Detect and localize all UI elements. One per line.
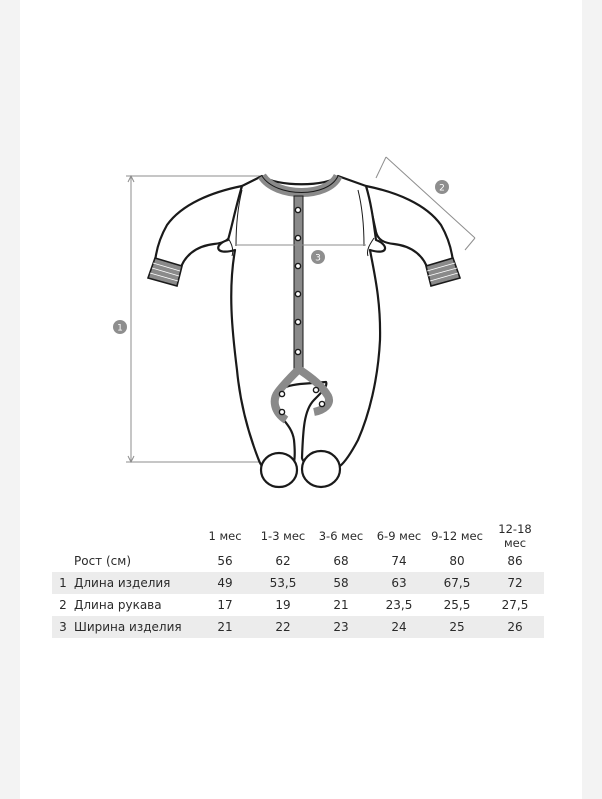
marker-1: [113, 320, 127, 334]
table-cell: 22: [254, 616, 312, 638]
table-cell: 25: [428, 616, 486, 638]
column-header: 1 мес: [208, 529, 242, 543]
table-cell: 21: [196, 616, 254, 638]
table-cell: 58: [312, 572, 370, 594]
column-header: 3-6 мес: [318, 529, 364, 543]
table-cell: 49: [196, 572, 254, 594]
table-cell: 23: [312, 616, 370, 638]
table-cell: 19: [275, 598, 291, 612]
row-label: Ширина изделия: [74, 616, 196, 638]
table-cell: 62: [275, 554, 291, 568]
table-cell: 27,5: [501, 598, 529, 612]
size-table: [52, 522, 544, 638]
table-cell: 24: [370, 616, 428, 638]
svg-text:2: 2: [439, 183, 445, 194]
table-row-length: [52, 572, 544, 594]
table-row-sleeve: [52, 594, 544, 616]
table-cell: 53,5: [254, 572, 312, 594]
row-number: [52, 550, 74, 572]
table-cell: 25,5: [443, 598, 471, 612]
table-row-height: [52, 550, 544, 572]
table-header-row: [52, 522, 544, 550]
row-label: Длина рукава: [74, 598, 162, 612]
svg-text:1: 1: [117, 323, 123, 334]
row-label: Рост (см): [74, 554, 131, 568]
column-header: 9-12 мес: [431, 529, 483, 543]
table-cell: 86: [507, 554, 523, 568]
table-cell: 21: [333, 598, 349, 612]
table-cell: 63: [370, 572, 428, 594]
column-header: 1-3 мес: [260, 529, 306, 543]
table-cell: 17: [217, 598, 233, 612]
table-cell: 67,5: [428, 572, 486, 594]
table-cell: 23,5: [385, 598, 413, 612]
table-cell: 68: [333, 554, 349, 568]
table-cell: 74: [391, 554, 407, 568]
column-header: 12-18 мес: [498, 522, 532, 550]
romper-illustration: [155, 176, 453, 487]
table-cell: 72: [486, 572, 544, 594]
row-number: 3: [52, 616, 74, 638]
row-number: 2: [59, 598, 67, 612]
svg-text:3: 3: [315, 253, 321, 264]
row-number: 1: [52, 572, 74, 594]
table-cell: 26: [486, 616, 544, 638]
table-cell: 80: [449, 554, 465, 568]
marker-2: [435, 180, 449, 194]
column-header: 6-9 мес: [376, 529, 422, 543]
marker-3: [311, 250, 325, 264]
table-cell: 56: [217, 554, 233, 568]
table-row-width: [52, 616, 544, 638]
row-label: Длина изделия: [74, 572, 196, 594]
